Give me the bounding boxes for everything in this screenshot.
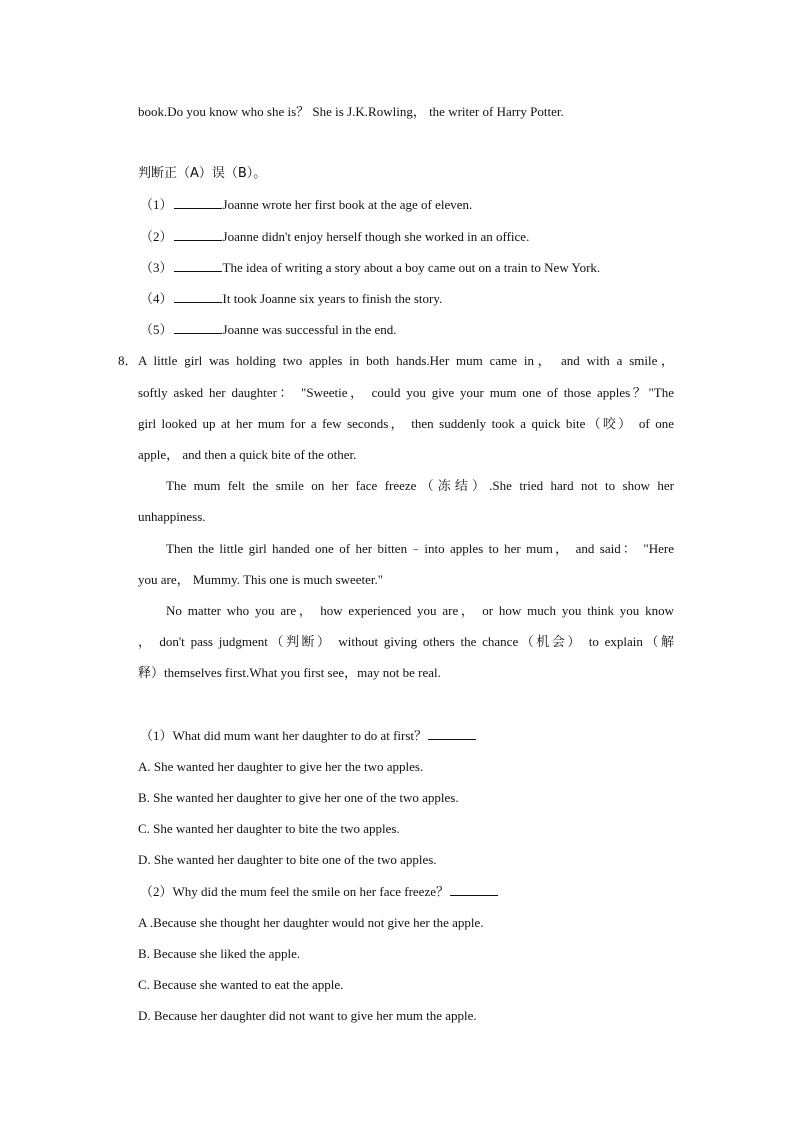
answer-blank[interactable]: [174, 290, 222, 303]
option[interactable]: D. Because her daughter did not want to give her mum the apple.: [138, 1008, 477, 1023]
judge-item: [140, 290, 442, 308]
item-text: The idea of writing a story about a boy came out on a train to New York.: [222, 260, 601, 275]
option[interactable]: A. She wanted her daughter to give her the two apples.: [138, 759, 424, 774]
item-number: （1）: [140, 197, 173, 212]
passage-line: 释）themselves first.What you first see，may not be real.: [138, 665, 441, 680]
passage-line: you are， Mummy. This one is much sweeter.": [138, 572, 384, 587]
answer-blank[interactable]: [174, 321, 222, 334]
answer-blank[interactable]: [174, 196, 222, 209]
question-number: 8．: [118, 353, 138, 368]
judge-item: [140, 321, 397, 339]
passage-text-line: book.Do you know who she is？ She is J.K.Rowling， the writer of Harry Potter.: [138, 104, 564, 119]
option[interactable]: B. She wanted her daughter to give her one of the two apples.: [138, 790, 459, 805]
option[interactable]: A .Because she thought her daughter would not give her the apple.: [138, 915, 484, 930]
item-text: Joanne didn't enjoy herself though she worked in an office.: [222, 229, 530, 244]
passage-line: apple， and then a quick bite of the other.: [138, 447, 357, 462]
passage-line: Then the little girl handed one of her bitten﹣into apples to her mum， and said： "Here: [166, 541, 674, 556]
passage-line: girl looked up at her mum for a few seconds， then suddenly took a quick bite（咬） of one: [138, 416, 674, 431]
option[interactable]: C. She wanted her daughter to bite the two apples.: [138, 821, 400, 836]
option[interactable]: D. She wanted her daughter to bite one of the two apples.: [138, 852, 437, 867]
answer-blank[interactable]: [174, 228, 222, 241]
question-stem: [140, 727, 477, 745]
answer-blank[interactable]: [174, 259, 222, 272]
judge-item: [140, 259, 600, 277]
passage-line: unhappiness.: [138, 509, 206, 524]
passage-line: The mum felt the smile on her face freeze（冻结）.She tried hard not to show her: [166, 478, 674, 493]
passage-line: A little girl was holding two apples in both hands.Her mum came in， and with a smile，: [138, 353, 674, 368]
stem-text: （2）Why did the mum feel the smile on her face freeze？: [140, 884, 449, 899]
passage-line: No matter who you are， how experienced you are， or how much you think you know: [166, 603, 674, 618]
answer-blank[interactable]: [450, 883, 498, 896]
judge-item: [140, 228, 529, 246]
item-number: （2）: [140, 229, 173, 244]
answer-blank[interactable]: [428, 727, 476, 740]
item-text: Joanne was successful in the end.: [222, 322, 397, 337]
judge-instruction: 判断正（A）误（B）。: [138, 166, 267, 181]
item-number: （4）: [140, 291, 173, 306]
option[interactable]: C. Because she wanted to eat the apple.: [138, 977, 344, 992]
item-number: （3）: [140, 260, 173, 275]
passage-line: ， don't pass judgment（判断） without giving others the chance（机会） to explain（解: [138, 634, 674, 649]
option[interactable]: B. Because she liked the apple.: [138, 946, 301, 961]
passage-line: softly asked her daughter： "Sweetie， could you give your mum one of those apples？"The: [138, 385, 674, 400]
item-text: It took Joanne six years to finish the story.: [222, 291, 443, 306]
judge-item: [140, 196, 472, 214]
stem-text: （1）What did mum want her daughter to do at first？: [140, 728, 428, 743]
item-text: Joanne wrote her first book at the age of eleven.: [222, 197, 473, 212]
question-stem: [140, 883, 499, 901]
item-number: （5）: [140, 322, 173, 337]
